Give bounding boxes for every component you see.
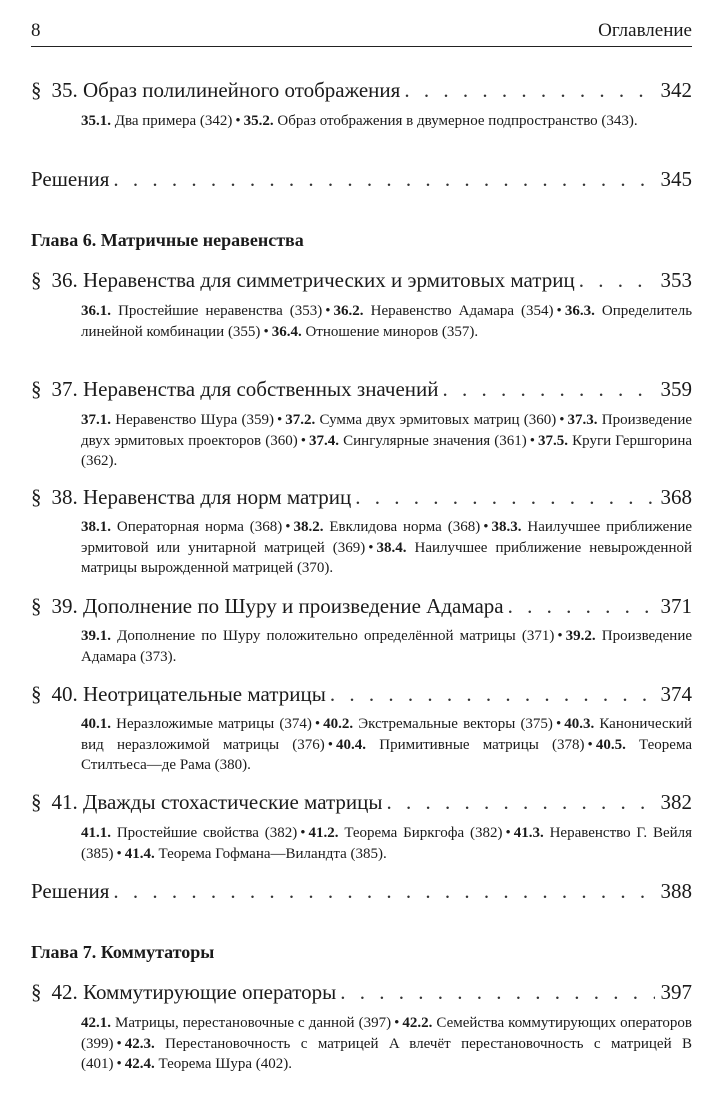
subsection-number: 40.2.: [323, 716, 354, 732]
section-page: 368: [660, 485, 692, 509]
subsections-38: 38.1. Операторная норма (368) • 38.2. Евклидова норма (368) • 38.3. Наилучшее приближение эрмитовой или унитарной матрицей (369) • 38.4. Наилучшее приближение невырожденной матрицы вырожденной матрицей (370).: [81, 519, 693, 576]
subsection-title: Наилучшее приближение эрмитовой или унитарной матрицей (369): [81, 519, 693, 556]
toc-page: [31, 0, 692, 1099]
solutions-title: Решения: [31, 167, 110, 191]
toc-section-40[interactable]: [31, 681, 692, 707]
subsection-title: Наилучшее приближение невырожденной матрицы вырожденной матрицей (370).: [81, 539, 693, 576]
subsection-title: Неравенство Г. Вейля (385): [81, 825, 693, 862]
toc-solutions-1[interactable]: [31, 166, 692, 192]
solutions-page: 388: [660, 879, 692, 903]
subsection-number: 37.1.: [81, 412, 111, 428]
page-header: [31, 20, 692, 47]
subsection-title: Экстремальные векторы (375): [358, 716, 553, 732]
toc-section-36[interactable]: [31, 267, 692, 293]
subsection-title: Матрицы, перестановочные с данной (397): [115, 1015, 392, 1031]
subsection-title: Теорема Биркгофа (382): [344, 825, 503, 841]
section-number: 40.: [51, 682, 78, 706]
section-title: Неравенства для норм матриц: [83, 485, 352, 509]
subsection-number: 41.2.: [308, 825, 339, 841]
section-page: 397: [660, 980, 692, 1004]
subsection-title: Простейшие неравенства (353): [118, 303, 323, 319]
toc-section-35[interactable]: [31, 77, 692, 103]
subsection-title: Теорема Шура (402).: [158, 1056, 292, 1072]
subsection-title: Канонический вид неразложимой матрицы (376): [81, 716, 692, 753]
subsection-number: 38.4.: [376, 539, 407, 556]
section-number: 36.: [51, 268, 78, 292]
subsection-number: 40.1.: [81, 716, 111, 732]
section-number: 41.: [51, 790, 78, 814]
section-page: 353: [660, 268, 692, 292]
subsection-number: 40.5.: [595, 736, 626, 753]
leader-dots: [113, 166, 654, 192]
section-title: Неравенства для симметрических и эрмитовых матриц: [83, 268, 575, 292]
subsections-36: 36.1. Простейшие неравенства (353) • 36.2. Неравенство Адамара (354) • 36.3. Определитель линейной комбинации (355) • 36.4. Отношение миноров (357).: [81, 303, 693, 340]
section-page: 371: [660, 594, 692, 618]
section-page: 374: [660, 682, 692, 706]
subsection-number: 38.3.: [491, 519, 522, 535]
subsection-number: 37.2.: [285, 412, 316, 428]
subsection-number: 42.3.: [124, 1035, 155, 1052]
section-number: 38.: [51, 485, 78, 509]
section-number: 42.: [51, 980, 78, 1004]
section-symbol: §: [31, 790, 42, 814]
subsection-title: Сумма двух эрмитовых матриц (360): [319, 412, 557, 428]
section-title: Дополнение по Шуру и произведение Адамара: [83, 594, 504, 618]
subsection-number: 42.4.: [124, 1056, 155, 1072]
subsection-title: Теорема Стилтьеса—де Рама (380).: [81, 736, 693, 773]
section-title: Неотрицательные матрицы: [83, 682, 326, 706]
section-title: Неравенства для собственных значений: [83, 377, 439, 401]
chapter-6-title: Глава 6. Матричные неравенства: [31, 230, 304, 250]
toc-section-38[interactable]: [31, 484, 692, 510]
toc-section-42[interactable]: [31, 979, 692, 1005]
section-symbol: §: [31, 682, 42, 706]
section-page: 342: [660, 78, 692, 102]
leader-dots: [508, 593, 655, 619]
leader-dots: [443, 376, 655, 402]
subsection-title: Дополнение по Шуру положительно определённой матрицы (371): [117, 628, 555, 644]
section-page: 382: [660, 790, 692, 814]
subsections-40: 40.1. Неразложимые матрицы (374) • 40.2. Экстремальные векторы (375) • 40.3. Канонический вид неразложимой матрицы (376) • 40.4. Примитивные матрицы (378) • 40.5. Теорема Стилтьеса—де Рама (380).: [81, 716, 693, 773]
subsection-title: Неравенство Адамара (354): [370, 303, 554, 319]
section-symbol: §: [31, 377, 42, 401]
subsection-number: 39.1.: [81, 628, 111, 644]
subsection-number: 35.1.: [81, 113, 111, 129]
leader-dots: [404, 77, 654, 103]
subsection-number: 41.1.: [81, 825, 111, 841]
subsection-number: 36.2.: [333, 303, 364, 319]
subsections-37: 37.1. Неравенство Шура (359) • 37.2. Сумма двух эрмитовых матриц (360) • 37.3. Произведение двух эрмитовых проекторов (360) • 37.4. Сингулярные значения (361) • 37.5. Круги Гершгорина (362).: [81, 412, 693, 469]
section-title: Дважды стохастические матрицы: [83, 790, 383, 814]
leader-dots: [113, 878, 654, 904]
subsection-title: Неразложимые матрицы (374): [116, 716, 312, 732]
subsection-title: Два примера (342): [114, 113, 233, 129]
subsection-title: Произведение Адамара (373).: [81, 628, 693, 665]
section-title: Образ полилинейного отображения: [83, 78, 401, 102]
section-number: 35.: [51, 78, 78, 102]
subsection-number: 36.4.: [271, 323, 302, 340]
subsections-35: 35.1. Два примера (342) • 35.2. Образ отображения в двумерное подпространство (343).: [81, 113, 638, 129]
subsection-number: 42.1.: [81, 1015, 111, 1031]
subsection-number: 42.2.: [402, 1015, 433, 1031]
leader-dots: [330, 681, 655, 707]
toc-section-37[interactable]: [31, 376, 692, 402]
section-symbol: §: [31, 268, 42, 292]
subsection-title: Евклидова норма (368): [329, 519, 481, 535]
subsection-title: Операторная норма (368): [116, 519, 283, 535]
subsection-number: 36.3.: [564, 303, 595, 319]
subsection-number: 41.4.: [124, 845, 155, 862]
subsection-number: 40.4.: [336, 736, 367, 753]
subsection-title: Круги Гершгорина (362).: [81, 432, 693, 469]
section-title: Коммутирующие операторы: [83, 980, 337, 1004]
subsection-title: Примитивные матрицы (378): [379, 736, 585, 753]
section-number: 37.: [51, 377, 78, 401]
subsection-title: Сингулярные значения (361): [343, 432, 527, 449]
subsection-number: 38.1.: [81, 519, 111, 535]
subsection-number: 40.3.: [564, 716, 595, 732]
subsection-title: Определитель линейной комбинации (355): [81, 303, 693, 340]
subsection-number: 37.3.: [567, 412, 598, 428]
subsection-title: Произведение двух эрмитовых проекторов (360): [81, 412, 693, 449]
subsection-number: 37.4.: [309, 432, 339, 449]
subsection-number: 37.5.: [538, 432, 569, 449]
subsection-title: Образ отображения в двумерное подпространство (343).: [277, 113, 638, 129]
subsections-41: 41.1. Простейшие свойства (382) • 41.2. Теорема Биркгофа (382) • 41.3. Неравенство Г. Вейля (385) • 41.4. Теорема Гофмана—Виландта (385).: [81, 825, 693, 862]
subsections-42: 42.1. Матрицы, перестановочные с данной (397) • 42.2. Семейства коммутирующих операторов (399) • 42.3. Перестановочность с матрицей A влечёт перестановочность с матрицей B (401) • 42.4. Теорема Шура (402).: [81, 1015, 692, 1072]
section-symbol: §: [31, 980, 42, 1004]
section-symbol: §: [31, 594, 42, 618]
leader-dots: [355, 484, 654, 510]
toc-section-41[interactable]: [31, 789, 692, 815]
section-symbol: §: [31, 485, 42, 509]
subsection-title: Семейства коммутирующих операторов (399): [81, 1015, 692, 1052]
section-symbol: §: [31, 78, 42, 102]
running-title: Оглавление: [598, 20, 692, 41]
solutions-page: 345: [660, 167, 692, 191]
subsection-title: Теорема Гофмана—Виландта (385).: [158, 845, 387, 862]
page-number: 8: [31, 20, 41, 41]
subsection-number: 36.1.: [81, 303, 111, 319]
leader-dots: [387, 789, 655, 815]
solutions-title: Решения: [31, 879, 110, 903]
subsection-number: 39.2.: [565, 628, 596, 644]
section-page: 359: [660, 377, 692, 401]
chapter-7-title: Глава 7. Коммутаторы: [31, 942, 215, 962]
leader-dots: [579, 267, 655, 293]
subsection-number: 41.3.: [513, 825, 544, 841]
toc-section-39[interactable]: [31, 593, 692, 619]
subsection-title: Простейшие свойства (382): [116, 825, 298, 841]
subsection-title: Перестановочность с матрицей A влечёт перестановочность с матрицей B (401): [81, 1035, 692, 1072]
subsections-39: 39.1. Дополнение по Шуру положительно определённой матрицы (371) • 39.2. Произведение Адамара (373).: [81, 628, 693, 665]
leader-dots: [340, 979, 654, 1005]
toc-solutions-2[interactable]: [31, 878, 692, 904]
subsection-title: Неравенство Шура (359): [115, 412, 274, 428]
subsection-number: 35.2.: [243, 113, 274, 129]
section-number: 39.: [51, 594, 78, 618]
subsection-number: 38.2.: [293, 519, 324, 535]
subsection-title: Отношение миноров (357).: [305, 323, 479, 340]
